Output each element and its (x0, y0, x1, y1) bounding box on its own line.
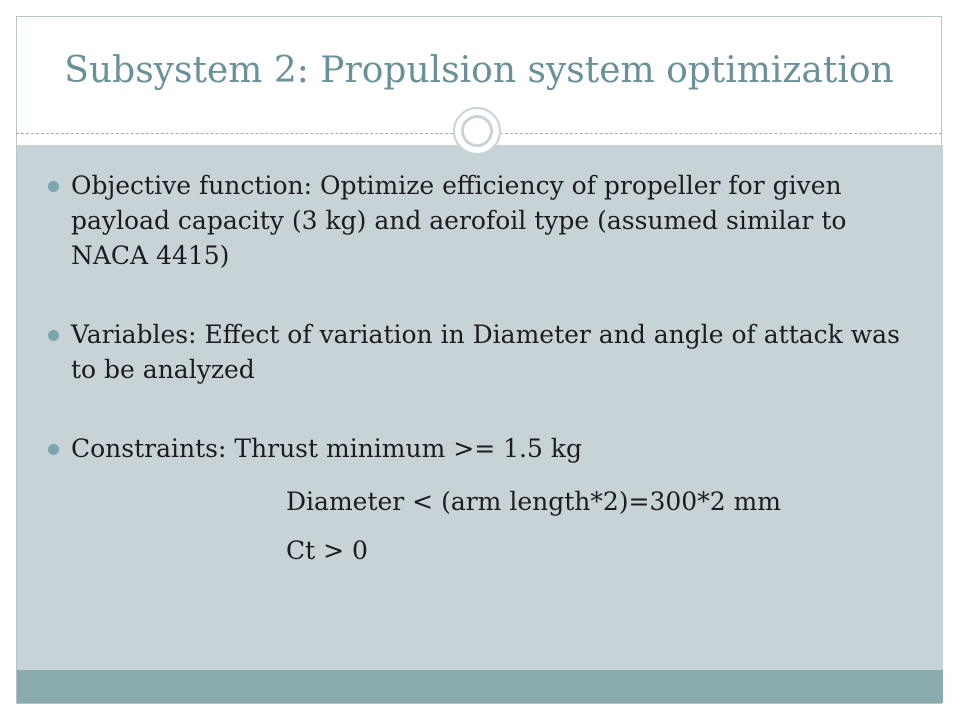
circle-ring-inner (461, 115, 493, 147)
bullet-objective (45, 168, 925, 273)
slide-title: Subsystem 2: Propulsion system optimization (64, 50, 894, 91)
constraint-diameter: Diameter < (arm length*2)=300*2 mm (286, 487, 781, 516)
bullet-dot-icon (48, 330, 59, 341)
bullet-variables (45, 317, 925, 387)
bullet-objective-text: Objective function: Optimize efficiency of propeller for given payload capacity (3 kg) and aerofoil type (assumed similar to NACA 4415) (71, 171, 847, 270)
bullet-constraints (45, 431, 925, 568)
bullet-constraints-text: Constraints: Thrust minimum >= 1.5 kg (71, 434, 582, 463)
bullet-list (45, 168, 925, 612)
bullet-variables-text: Variables: Effect of variation in Diameter and angle of attack was to be analyzed (71, 320, 900, 384)
circle-ring-icon (453, 107, 501, 155)
bullet-dot-icon (48, 181, 59, 192)
bullet-dot-icon (48, 444, 59, 455)
footer-bar (17, 670, 943, 703)
constraint-ct: Ct > 0 (286, 536, 368, 565)
